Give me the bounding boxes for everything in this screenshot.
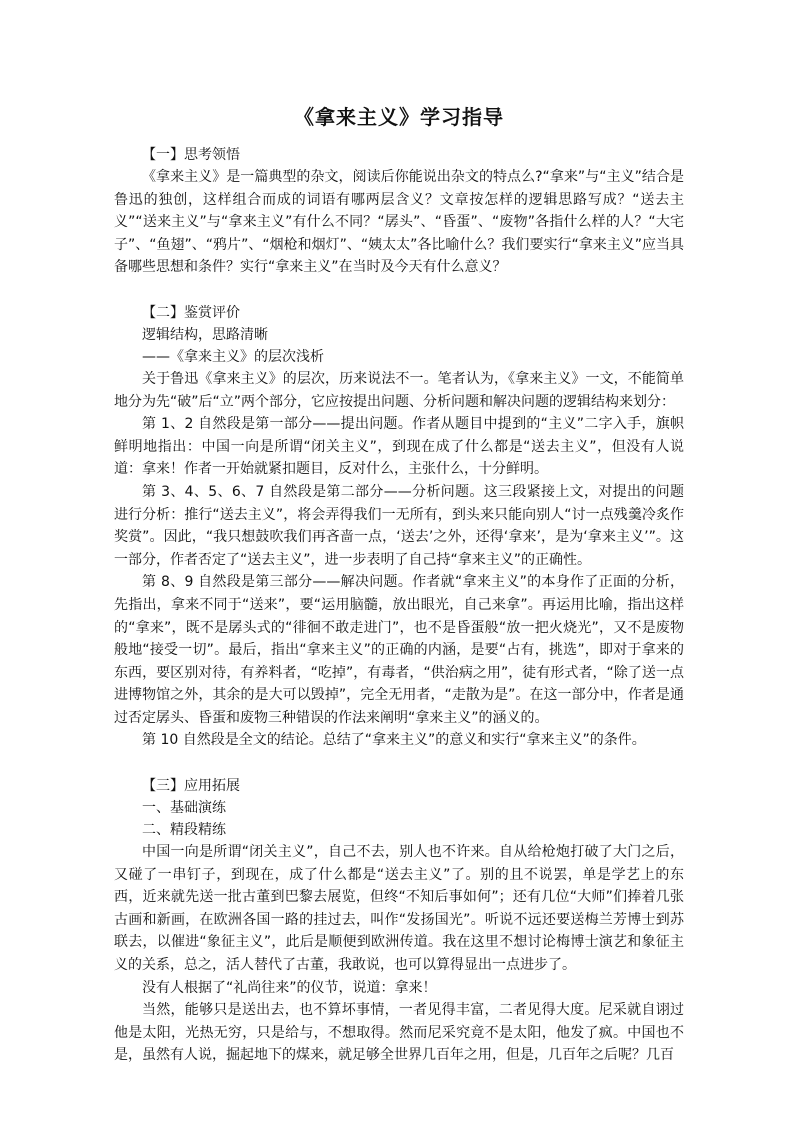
application-item-excerpt: 二、精段精练 — [142, 822, 226, 839]
application-item-basic: 一、基础演练 — [142, 800, 226, 817]
appreciation-paragraph: 第 1、2 自然段是第一部分——提出问题。作者从题目中提到的“主义”二字入手，旗帜鲜明地指出：中国一向是所谓“闭关主义”，到现在成了什么都是“送去主义”，但没有人说道：拿来！作者一开始就紧扣题目，反对什么，主张什么，十分鲜明。 — [114, 416, 684, 478]
appreciation-subtitle: 逻辑结构，思路清晰 — [142, 326, 268, 343]
appreciation-paragraph: 第 8、9 自然段是第三部分——解决问题。作者就“拿来主义”的本身作了正面的分析，先指出，拿来不同于“送来”，要“运用脑髓，放出眼光，自己来拿”。再运用比喻，指出这样的“拿来”，既不是孱头式的“徘徊不敢走进门”，也不是昏蛋般“放一把火烧光”，又不是废物般地“接受一切”。最后，指出“拿来主义”的正确的内涵，是要“占有，挑选”，即对于拿来的东西，要区别对待，有养料者，“吃掉”，有毒者，“供治病之用”，徒有形式者，“除了送一点进博物馆之外，其余的是大可以毁掉”，完全无用者，“走散为是”。在这一部分中，作者是通过否定孱头、昏蛋和废物三种错误的作法来阐明“拿来主义”的涵义的。 — [114, 574, 684, 726]
section-gap — [114, 279, 684, 302]
section-gap — [114, 752, 684, 775]
document-title: 《拿来主义》学习指导 — [294, 105, 504, 129]
excerpt-paragraph: 没有人根据了“礼尚往来”的仪节，说道：拿来！ — [142, 979, 437, 996]
section-heading-appreciation: 【二】鉴赏评价 — [142, 304, 240, 321]
excerpt-paragraph: 中国一向是所谓“闭关主义”，自己不去，别人也不许来。自从给枪炮打破了大门之后，又碰了一串钉子，到现在，成了什么都是“送去主义”了。别的且不说罢，单是学艺上的东西，近来就先送一批古董到巴黎去展览，但终“不知后事如何”；还有几位“大师”们捧着几张古画和新画，在欧洲各国一路的挂过去，叫作“发扬国光”。听说不远还要送梅兰芳博士到苏联去，以催进“象征主义”，此后是顺便到欧洲传道。我在这里不想讨论梅博士演艺和象征主义的关系，总之，活人替代了古董，我敢说，也可以算得显出一点进步了。 — [114, 844, 684, 974]
section-heading-application: 【三】应用拓展 — [142, 778, 240, 795]
appreciation-paragraph: 第 10 自然段是全文的结论。总结了“拿来主义”的意义和实行“拿来主义”的条件。 — [142, 732, 646, 749]
appreciation-paragraph: 关于鲁迅《拿来主义》的层次，历来说法不一。笔者认为，《拿来主义》一文，不能简单地分为先“破”后“立”两个部分，它应按提出问题、分析问题和解决问题的逻辑结构来划分： — [114, 370, 684, 410]
document-body — [114, 102, 684, 1067]
thinking-paragraph: 《拿来主义》是一篇典型的杂文，阅读后你能说出杂文的特点么?“拿来”与“主义”结合是鲁迅的独创，这样组合而成的词语有哪两层含义？文章按怎样的逻辑思路写成？“送去主义”“送来主义”与“拿来主义”有什么不同？“孱头”、“昏蛋”、“废物”各指什么样的人？“大宅子”、“鱼翅”、“鸦片”、“烟枪和烟灯”、“姨太太”各比喻什么？我们要实行“拿来主义”应当具备哪些思想和条件？实行“拿来主义”在当时及今天有什么意义？ — [114, 169, 684, 276]
appreciation-subtitle-dash: ——《拿来主义》的层次浅析 — [142, 348, 324, 365]
appreciation-paragraph: 第 3、4、5、6、7 自然段是第二部分——分析问题。这三段紧接上文，对提出的问题进行分析：推行“送去主义”，将会弄得我们一无所有，到头来只能向别人“讨一点残羹冷炙作奖赏”。因此，“我只想鼓吹我们再吝啬一点，‘送去’之外，还得‘拿来’，是为‘拿来主义’”。这一部分，作者否定了“送去主义”，进一步表明了自己持“拿来主义”的正确性。 — [114, 483, 684, 568]
excerpt-paragraph: 当然，能够只是送出去，也不算坏事情，一者见得丰富，二者见得大度。尼采就自诩过他是太阳，光热无穷，只是给与，不想取得。然而尼采究竟不是太阳，他发了疯。中国也不是，虽然有人说，掘起地下的煤来，就足够全世界几百年之用，但是，几百年之后呢？几百 — [114, 1002, 684, 1064]
section-heading-thinking: 【一】思考领悟 — [142, 147, 240, 163]
